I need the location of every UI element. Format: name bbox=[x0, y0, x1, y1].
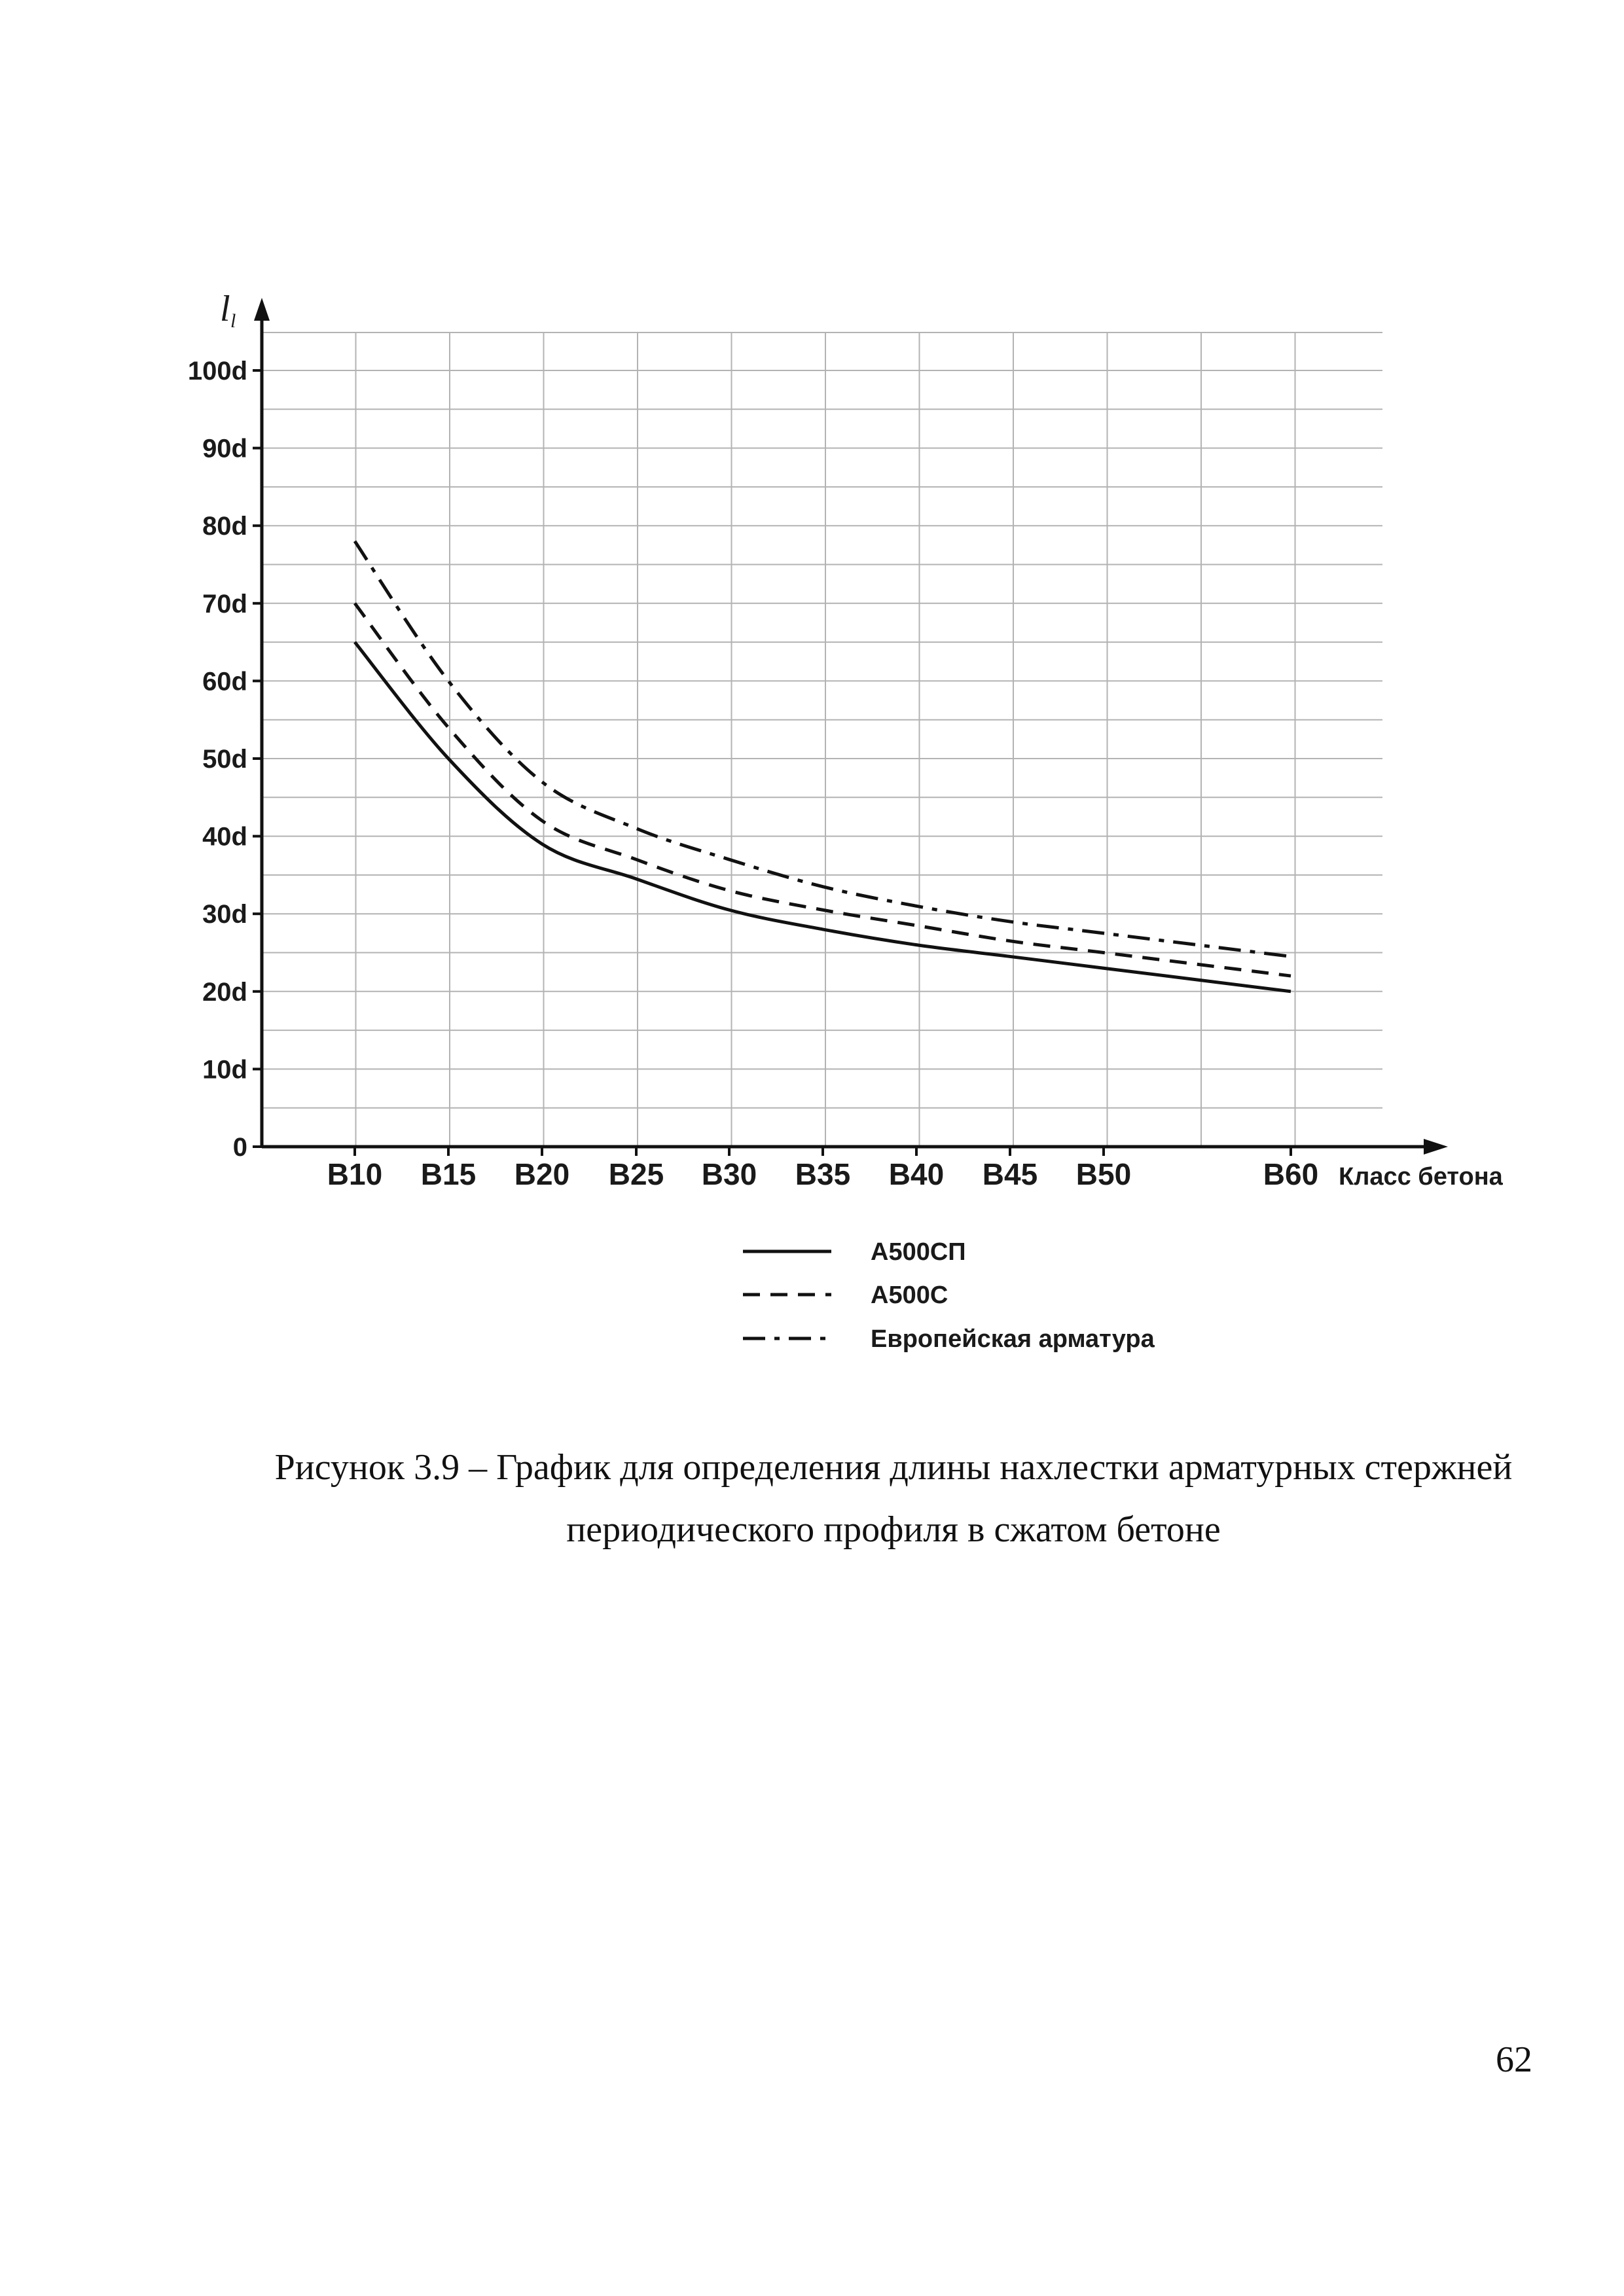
y-tick-label: 20d bbox=[202, 977, 247, 1007]
y-tick-label: 50d bbox=[202, 745, 247, 774]
y-tick-label: 80d bbox=[202, 512, 247, 541]
figure-caption-line-2: периодического профиля в сжатом бетоне bbox=[566, 1509, 1221, 1550]
y-tick-label: 60d bbox=[202, 667, 247, 696]
legend-label: Европейская арматура bbox=[871, 1325, 1155, 1353]
x-tick-label: B50 bbox=[1075, 1157, 1132, 1191]
x-tick-label: B45 bbox=[982, 1157, 1038, 1191]
page-number: 62 bbox=[1496, 2039, 1532, 2080]
x-tick-label: B60 bbox=[1263, 1157, 1319, 1191]
x-tick-label: B30 bbox=[701, 1157, 757, 1191]
legend-label: А500С bbox=[871, 1282, 948, 1309]
y-tick-label: 40d bbox=[202, 822, 247, 852]
x-tick-label: B15 bbox=[420, 1157, 477, 1191]
y-tick-label: 70d bbox=[202, 589, 247, 619]
chart-series bbox=[355, 541, 1291, 992]
y-axis-arrow bbox=[254, 298, 270, 321]
y-axis-title: l bbox=[220, 289, 230, 329]
x-tick-label: B35 bbox=[795, 1157, 851, 1191]
x-axis-title: Класс бетона bbox=[1339, 1163, 1503, 1191]
y-tick-label: 90d bbox=[202, 434, 247, 463]
y-tick-label: 30d bbox=[202, 900, 247, 929]
figure-caption-line-1: Рисунок 3.9 – График для определения длины нахлестки арматурных стержней bbox=[274, 1447, 1513, 1488]
chart-ticks bbox=[188, 289, 1504, 1191]
y-tick-label: 10d bbox=[202, 1055, 247, 1085]
x-tick-label: B40 bbox=[888, 1157, 945, 1191]
y-tick-label: 100d bbox=[187, 357, 247, 386]
series-line-2 bbox=[355, 603, 1291, 976]
x-tick-label: B20 bbox=[514, 1157, 570, 1191]
x-tick-label: B10 bbox=[327, 1157, 383, 1191]
y-tick-label: 0 bbox=[232, 1133, 247, 1162]
x-tick-label: B25 bbox=[608, 1157, 664, 1191]
chart-axes bbox=[254, 298, 1448, 1155]
chart-legend bbox=[743, 1238, 1155, 1353]
legend-label: А500СП bbox=[871, 1238, 966, 1266]
series-line-1 bbox=[355, 642, 1291, 992]
y-axis-title-subscript: l bbox=[230, 310, 236, 332]
x-axis-arrow bbox=[1424, 1139, 1448, 1155]
